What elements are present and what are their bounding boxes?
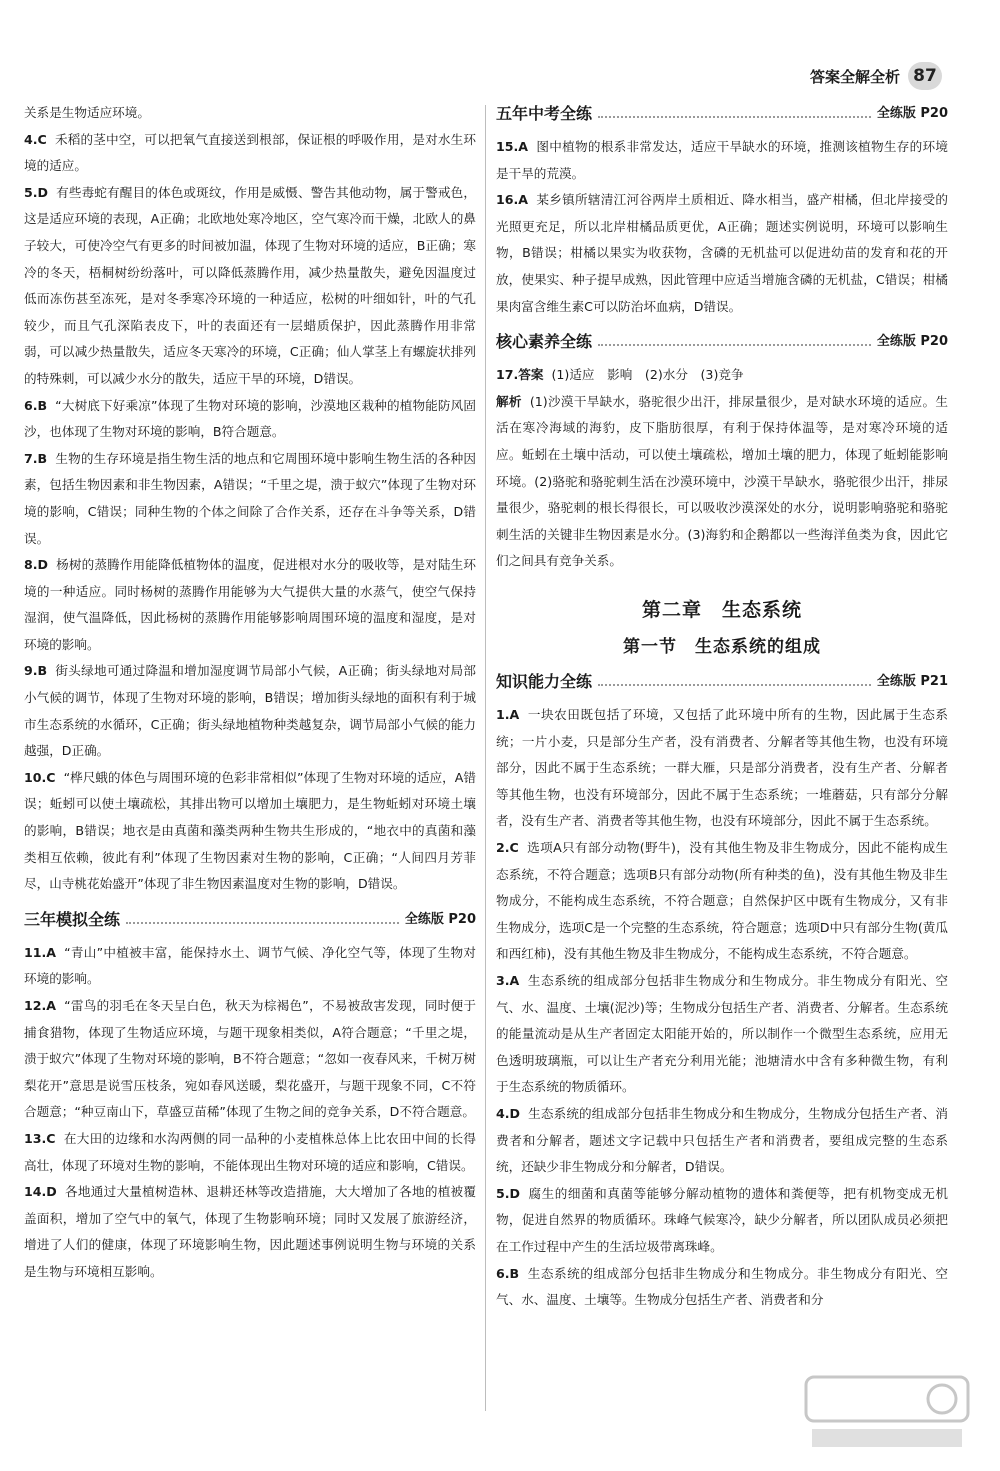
answer-text: (1)适应 影响 (2)水分 (3)竞争 — [551, 367, 744, 383]
answer-label: 11.A — [24, 944, 57, 960]
answer-item — [24, 1126, 476, 1179]
answer-item — [496, 968, 948, 1101]
right-column — [496, 100, 948, 1411]
column-divider — [485, 105, 486, 1411]
answer-item: 关系是生物适应环境。 — [24, 105, 150, 120]
answer-item — [496, 134, 948, 187]
section-title: 五年中考全练 — [496, 103, 593, 123]
answer-label: 13.C — [24, 1130, 56, 1146]
answer-label: 14.D — [24, 1184, 57, 1200]
dotted-leader — [598, 116, 871, 118]
answer-item — [496, 1181, 948, 1261]
answer-text: 生态系统的组成部分包括非生物成分和生物成分，生物成分包括生产者、消费者和分解者，题述文字记载中只包括生产者和消费者，要组成完整的生态系统，还缺少非生物成分和分解者，D错误。 — [496, 1106, 948, 1175]
explanation-text: (1)沙漠干旱缺水，骆驼很少出汗，排尿量很少，是对缺水环境的适应。生活在寒冷海域的海豹，皮下脂肪很厚，有利于保持体温等，是对寒冷环境的适应。蚯蚓在土壤中活动，可以使土壤疏松，增加土壤的肥力，体现了蚯蚓能影响环境。(2)骆驼和骆驼刺生活在沙漠环境中，沙漠干旱缺水，骆驼很少出汗，排尿量很少，骆驼刺的根长得很长，可以吸收沙漠深处的水分，说明影响骆驼和骆驼刺生活的关键非生物因素是水分。(3)海豹和企鹅都以一些海洋鱼类为食，因此它们之间具有竞争关系。 — [496, 393, 948, 569]
answer-item — [496, 1101, 948, 1181]
answer-label: 12.A — [24, 998, 57, 1013]
section-ref: 全练版 P20 — [404, 911, 476, 927]
answer-item — [496, 1261, 948, 1314]
answer-item — [24, 127, 476, 180]
section-heading — [496, 668, 948, 696]
answer-label: 4.C — [24, 131, 47, 147]
answer-label: 5.D — [24, 184, 49, 200]
answer-label: 1.A — [496, 707, 520, 723]
answer-item — [24, 765, 476, 898]
section-title: 核心素养全练 — [496, 331, 593, 351]
answer-text: 在大田的边缘和水沟两侧的同一品种的小麦植株总体上比农田中间的长得高壮，体现了环境对生物的影响，不能体现出生物对环境的适应和影响，C错误。 — [24, 1130, 476, 1173]
answer-item — [24, 552, 476, 658]
left-column — [24, 100, 476, 1411]
section-heading — [496, 100, 948, 128]
answer-text: 一块农田既包括了环境，又包括了此环境中所有的生物，因此属于生态系统；一片小麦，只是部分生产者，没有消费者、分解者等其他生物，也没有环境部分，因此不属于生态系统；一群大雁，只是部分消费者，没有生产者、分解者等其他生物，也没有环境部分，因此不属于生态系统；一堆蘑菇，只有部分分解者，没有生产者、消费者等其他生物，也没有环境部分，因此不属于生态系统。 — [496, 707, 948, 829]
answer-text: 街头绿地可通过降温和增加湿度调节局部小气候，A正确；街头绿地对局部小气候的调节，体现了生物对环境的影响，B错误；增加街头绿地的面积有利于城市生态系统的水循环，C正确；街头绿地植物种类越复杂，调节局部小气候的能力越强，D正确。 — [24, 663, 476, 759]
watermark-logo — [802, 1371, 972, 1453]
answer-text: 图中植物的根系非常发达，适应干旱缺水的环境，推测该植物生存的环境是干旱的荒漠。 — [496, 139, 948, 181]
answer-text: 有些毒蛇有醒目的体色或斑纹，作用是威慑、警告其他动物，属于警戒色，这是适应环境的表现，A正确；北欧地处寒冷地区，空气寒冷而干燥，北欧人的鼻子较大，可使冷空气有更多的时间被加温，体现了生物对环境的适应，B正确；寒冷的冬天，梧桐树纷纷落叶，可以降低蒸腾作用，减少热量散失，避免因温度过低而冻伤甚至冻死，是对冬季寒冷环境的一种适应，松树的叶细如针，叶的气孔较少，而且气孔深陷表皮下，叶的表面还有一层蜡质保护，因此蒸腾作用非常弱，可以减少热量散失，适应冬天寒冷的环境，C正确；仙人掌茎上有螺旋状排列的特殊刺，可以减少水分的散失，适应干旱的环境，D错误。 — [24, 184, 476, 386]
answer-label: 9.B — [24, 663, 48, 679]
section-heading — [496, 328, 948, 356]
answer-item — [24, 993, 476, 1126]
answer-label: 8.D — [24, 557, 49, 573]
answer-label: 2.C — [496, 840, 519, 856]
answer-text: 腐生的细菌和真菌等能够分解动植物的遗体和粪便等，把有机物变成无机物，促进自然界的物质循环。珠峰气候寒冷，缺少分解者，所以团队成员必须把在工作过程中产生的生活垃圾带离珠峰。 — [496, 1185, 948, 1254]
answer-item — [496, 187, 948, 320]
answer-item — [24, 393, 476, 446]
answer-item — [24, 180, 476, 393]
header-title: 答案全解全析 — [809, 67, 900, 86]
answer-text: 生态系统的组成部分包括非生物成分和生物成分。非生物成分有阳光、空气、水、温度、土壤等。生物成分包括生产者、消费者和分 — [496, 1265, 948, 1308]
answer-label: 10.C — [24, 769, 56, 785]
explanation-label: 解析 — [496, 393, 522, 409]
answer-item — [24, 658, 476, 764]
answer-item — [496, 362, 948, 389]
answer-text: “大树底下好乘凉”体现了生物对环境的影响，沙漠地区栽种的植物能防风固沙，也体现了生物对环境的影响，B符合题意。 — [24, 397, 476, 440]
page-header — [810, 62, 942, 90]
answer-label: 6.B — [24, 397, 48, 413]
answer-text: 选项A只有部分动物(野牛)，没有其他生物及非生物成分，因此不能构成生态系统，不符合题意；选项B只有部分动物(所有种类的鱼)，没有其他生物及非生物成分，不能构成生态系统，不符合题意；自然保护区中既有生物成分，又有非生物成分，选项C是一个完整的生态系统，符合题意；选项D中只有部分生物(黄瓜和西红柿)，没有其他生物及非生物成分，不能构成生态系统，不符合题意。 — [496, 840, 948, 962]
dotted-leader — [598, 684, 871, 686]
answer-label: 4.D — [496, 1106, 521, 1121]
answer-item — [496, 702, 948, 835]
answer-item — [496, 835, 948, 968]
answer-text: 各地通过大量植树造林、退耕还林等改造措施，大大增加了各地的植被覆盖面积，增加了空气中的氧气，体现了生物影响环境；同时又发展了旅游经济，增进了人们的健康，体现了环境影响生物，因此题述事例说明生物与环境的关系是生物与环境相互影响。 — [24, 1184, 476, 1279]
answer-item — [24, 1179, 476, 1285]
section-ref: 全练版 P20 — [876, 105, 948, 121]
answer-label: 16.A — [496, 192, 529, 208]
answer-text: 生物的生存环境是指生物生活的地点和它周围环境中影响生物生活的各种因素，包括生物因素和非生物因素，A错误；“千里之堤，溃于蚁穴”体现了生物对环境的影响，C错误；同种生物的个体之间除了合作关系，还存在斗争等关系，D错误。 — [24, 450, 476, 546]
section-subtitle: 第一节 生态系统的组成 — [623, 636, 821, 657]
answer-label: 7.B — [24, 450, 48, 466]
section-heading — [24, 906, 476, 934]
page-number: 87 — [908, 62, 942, 90]
answer-label: 17.答案 — [496, 367, 544, 383]
chapter-title: 第二章 生态系统 — [641, 598, 802, 621]
answer-item — [24, 940, 476, 993]
answer-text: 生态系统的组成部分包括非生物成分和生物成分。非生物成分有阳光、空气、水、温度、土壤(泥沙)等；生物成分包括生产者、消费者、分解者。生态系统的能量流动是从生产者固定太阳能开始的，所以制作一个微型生态系统，应用无色透明玻璃瓶，可以让生产者充分利用光能；池塘清水中含有多种微生物，有利于生态系统的物质循环。 — [496, 973, 948, 1095]
answer-text: 某乡镇所辖清江河谷两岸土质相近、降水相当，盛产柑橘，但北岸接受的光照更充足，所以北岸柑橘品质更优，A正确；题述实例说明，环境可以影响生物，B错误；柑橘以果实为收获物，含磷的无机盐可以促进幼苗的发育和花的开放，使果实、种子提早成熟，因此管理中应适当增施含磷的无机盐，C错误；柑橘果肉富含维生素C可以防治坏血病，D错误。 — [496, 192, 948, 314]
answer-text: “青山”中植被丰富，能保持水土、调节气候、净化空气等，体现了生物对环境的影响。 — [24, 944, 476, 987]
answer-label: 15.A — [496, 139, 529, 154]
section-ref: 全练版 P21 — [876, 673, 948, 689]
dotted-leader — [126, 922, 399, 924]
answer-label: 6.B — [496, 1265, 520, 1281]
explanation — [496, 389, 948, 575]
answer-text: 杨树的蒸腾作用能降低植物体的温度，促进根对水分的吸收等，是对陆生环境的一种适应。同时杨树的蒸腾作用能够为大气提供大量的水蒸气，使空气保持湿润，使气温降低，因此杨树的蒸腾作用能够影响周围环境的温度和湿度，是对环境的影响。 — [24, 557, 476, 652]
dotted-leader — [598, 344, 871, 346]
answer-label: 3.A — [496, 973, 520, 989]
answer-text: 禾稻的茎中空，可以把氧气直接送到根部，保证根的呼吸作用，是对水生环境的适应。 — [24, 131, 476, 174]
section-title: 三年模拟全练 — [24, 909, 121, 929]
section-title: 知识能力全练 — [496, 671, 593, 691]
answer-label: 5.D — [496, 1185, 521, 1201]
section-ref: 全练版 P20 — [876, 333, 948, 349]
answer-text: “桦尺蛾的体色与周围环境的色彩非常相似”体现了生物对环境的适应，A错误；蚯蚓可以使土壤疏松，其排出物可以增加土壤肥力，是生物蚯蚓对环境土壤的影响，B错误；地衣是由真菌和藻类两种生物共生形成的，“地衣中的真菌和藻类相互依赖，彼此有利”体现了生物因素对生物的影响，C正确；“人间四月芳菲尽，山寺桃花始盛开”体现了非生物因素温度对生物的影响，D错误。 — [24, 769, 476, 892]
answer-item — [24, 446, 476, 552]
answer-text: “雷鸟的羽毛在冬天呈白色，秋天为棕褐色”，不易被敌害发现，同时便于捕食猎物，体现了生物适应环境，与题干现象相类似，A符合题意；“千里之堤，溃于蚁穴”体现了生物对环境的影响，B不符合题意；“忽如一夜春风来，千树万树梨花开”意思是说雪压枝条，宛如春风送暖，梨花盛开，与题干现象不同，C不符合题意；“种豆南山下，草盛豆苗稀”体现了生物之间的竞争关系，D不符合题意。 — [24, 998, 476, 1120]
